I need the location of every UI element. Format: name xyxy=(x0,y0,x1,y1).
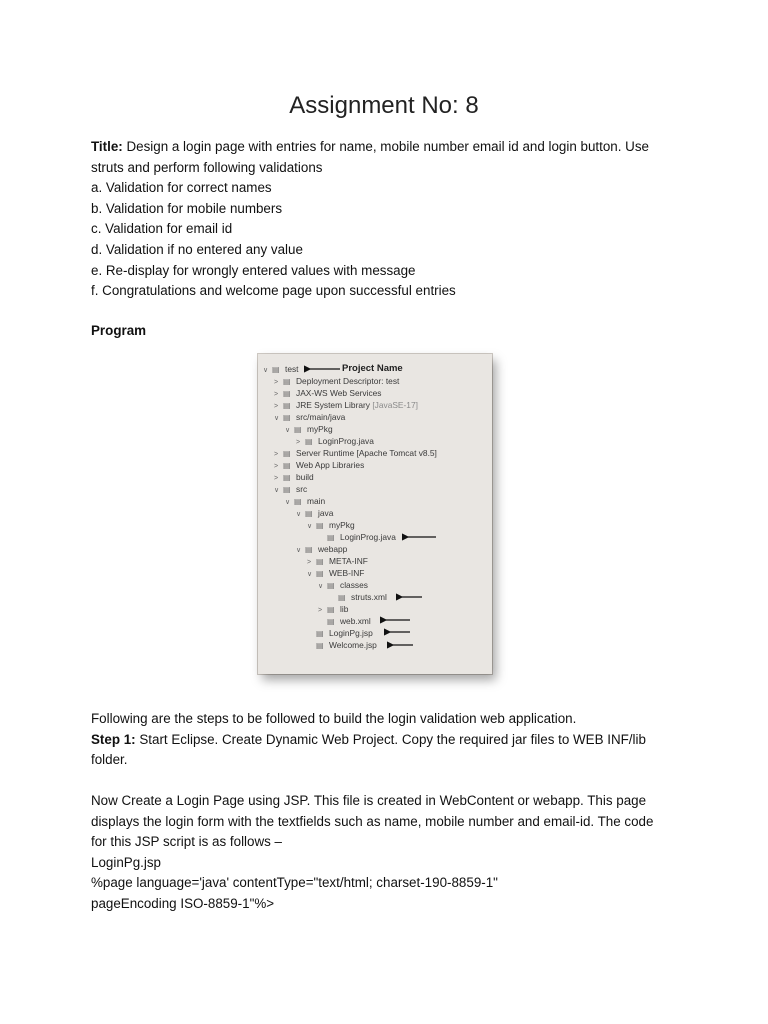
chevron-icon: > xyxy=(307,559,312,566)
tree-item: > ▤ Deployment Descriptor: test xyxy=(274,376,400,386)
folder-icon: ▤ xyxy=(305,545,313,554)
xml-file-icon: ▤ xyxy=(338,593,346,602)
chevron-icon: ∨ xyxy=(296,547,302,554)
validation-item: d. Validation if no entered any value xyxy=(91,241,303,257)
validation-item: a. Validation for correct names xyxy=(91,180,272,196)
chevron-icon: ∨ xyxy=(296,511,302,518)
tree-item: ▤ Welcome.jsp xyxy=(316,640,377,650)
tree-item: > ▤ META-INF xyxy=(307,556,368,566)
code-line: pageEncoding ISO-8859-1"%> xyxy=(91,895,275,911)
folder-icon: ▤ xyxy=(283,473,291,482)
tree-item: ▤ LoginPg.jsp xyxy=(316,628,373,638)
chevron-icon: > xyxy=(296,439,301,446)
chevron-icon: > xyxy=(274,391,279,398)
chevron-icon: > xyxy=(274,403,279,410)
chevron-icon: ∨ xyxy=(274,487,280,494)
title-line-2: struts and perform following validations xyxy=(91,159,323,175)
login-para-line: displays the login form with the textfields such as name, mobile number and email-id. The code xyxy=(91,813,654,829)
folder-icon: ▤ xyxy=(327,581,335,590)
java-file-icon: ▤ xyxy=(327,533,335,542)
tree-item: ∨ ▤ src xyxy=(274,484,308,494)
title-line-1 xyxy=(91,137,691,158)
tree-item: > ▤ lib xyxy=(318,604,349,614)
java-file-icon: ▤ xyxy=(305,437,313,446)
tree-item: > ▤ Server Runtime [Apache Tomcat v8.5] xyxy=(274,448,437,458)
folder-icon: ▤ xyxy=(305,509,313,518)
step1-text-1: Start Eclipse. Create Dynamic Web Project. Copy the required jar files to WEB INF/lib xyxy=(135,731,646,747)
source-folder-icon: ▤ xyxy=(283,413,291,422)
xml-file-icon: ▤ xyxy=(327,617,335,626)
project-icon: ▤ xyxy=(272,365,280,374)
login-para-line: for this JSP script is as follows – xyxy=(91,834,283,850)
program-heading-block xyxy=(91,321,691,342)
tree-item: ▤ web.xml xyxy=(327,616,371,626)
folder-icon: ▤ xyxy=(327,605,335,614)
tree-item: ▤ LoginProg.java xyxy=(327,532,396,542)
code-line: %page language='java' contentType="text/html; charset-190-8859-1" xyxy=(91,875,498,891)
library-icon: ▤ xyxy=(283,401,291,410)
chevron-icon: ∨ xyxy=(263,367,269,374)
chevron-icon: > xyxy=(274,451,279,458)
library-icon: ▤ xyxy=(283,449,291,458)
chevron-icon: ∨ xyxy=(307,571,313,578)
title-label: Title: xyxy=(91,139,123,154)
login-page-section xyxy=(91,791,691,915)
chevron-icon: ∨ xyxy=(274,415,280,422)
chevron-icon: > xyxy=(274,379,279,386)
chevron-icon: > xyxy=(318,607,323,614)
title-text-1: Design a login page with entries for name, mobile number email id and login button. Use xyxy=(122,139,649,154)
folder-icon: ▤ xyxy=(294,497,302,506)
package-icon: ▤ xyxy=(294,425,302,434)
tree-item: ▤ struts.xml xyxy=(338,592,387,602)
tree-item: > ▤ Web App Libraries xyxy=(274,460,365,470)
library-icon: ▤ xyxy=(283,461,291,470)
step1-line-1 xyxy=(91,730,691,751)
validation-item: f. Congratulations and welcome page upon successful entries xyxy=(91,283,456,299)
tree-item: > ▤ LoginProg.java xyxy=(296,436,374,446)
tree-item: ∨ ▤ classes xyxy=(318,580,368,590)
jsp-file-icon: ▤ xyxy=(316,641,324,650)
webservice-icon: ▤ xyxy=(283,389,291,398)
step1-line-2: folder. xyxy=(91,752,128,768)
folder-icon: ▤ xyxy=(316,569,324,578)
login-para-line: Now Create a Login Page using JSP. This file is created in WebContent or webapp. This page xyxy=(91,793,647,808)
chevron-icon: > xyxy=(274,475,279,482)
project-name-label: Project Name xyxy=(342,363,403,374)
validation-item: c. Validation for email id xyxy=(91,221,233,237)
tree-item: > ▤ build xyxy=(274,472,314,482)
tree-item: ∨ ▤ myPkg xyxy=(307,520,355,530)
validation-item: b. Validation for mobile numbers xyxy=(91,200,283,216)
steps-section xyxy=(91,709,691,771)
tree-item: > ▤ JAX-WS Web Services xyxy=(274,388,382,398)
chevron-icon: ∨ xyxy=(285,427,291,434)
chevron-icon: ∨ xyxy=(318,583,324,590)
assignment-description xyxy=(91,137,691,302)
chevron-icon: > xyxy=(274,463,279,470)
project-structure-screenshot xyxy=(258,354,492,674)
tree-item: ∨ ▤ src/main/java xyxy=(274,412,346,422)
program-heading: Program xyxy=(91,323,147,338)
page-title: Assignment No: 8 xyxy=(289,92,479,119)
folder-icon: ▤ xyxy=(316,557,324,566)
validation-item: e. Re-display for wrongly entered values with message xyxy=(91,262,416,278)
tree-item: ∨ ▤ main xyxy=(285,496,326,506)
steps-intro: Following are the steps to be followed to build the login validation web application. xyxy=(91,711,577,726)
folder-icon: ▤ xyxy=(316,521,324,530)
chevron-icon: ∨ xyxy=(307,523,313,530)
folder-icon: ▤ xyxy=(283,485,291,494)
step1-label: Step 1: xyxy=(91,731,136,747)
tree-item: > ▤ JRE System Library [JavaSE-17] xyxy=(274,400,418,410)
tree-item: ∨ ▤ WEB-INF xyxy=(307,568,365,578)
tree-item: ∨ ▤ myPkg xyxy=(285,424,333,434)
chevron-icon: ∨ xyxy=(285,499,291,506)
tree-item: ∨ ▤ test xyxy=(263,364,299,374)
code-filename: LoginPg.jsp xyxy=(91,854,161,870)
descriptor-icon: ▤ xyxy=(283,377,291,386)
jsp-file-icon: ▤ xyxy=(316,629,324,638)
tree-item: ∨ ▤ webapp xyxy=(296,544,348,554)
tree-item: ∨ ▤ java xyxy=(296,508,334,518)
